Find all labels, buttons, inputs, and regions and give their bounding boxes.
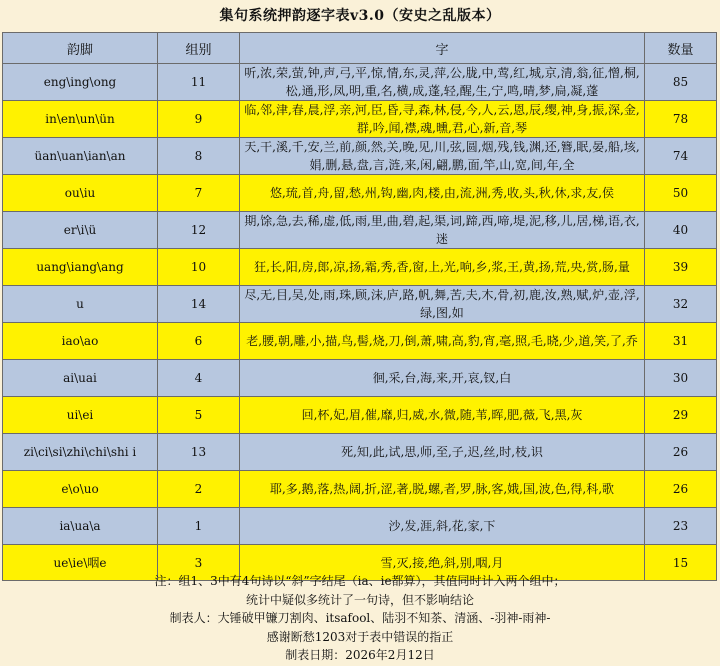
footnotes: [0, 572, 720, 665]
chars-cell: 耶,多,鹅,落,热,阔,折,涩,著,脱,螺,者,罗,脉,客,娥,国,波,色,得,科,歌: [240, 471, 645, 508]
rhyme-cell: iao\ao: [3, 323, 158, 360]
count-cell: 74: [645, 138, 717, 175]
count-cell: 50: [645, 175, 717, 212]
header-chars: 字: [240, 33, 645, 64]
group-cell: 8: [158, 138, 240, 175]
credits-line: 制表人：大锤破甲镰刀割肉、itsafool、陆羽不知茶、清涵、-羽神-雨神-: [169, 611, 551, 625]
table-row: [3, 508, 717, 545]
rhyme-cell: in\en\un\ün: [3, 101, 158, 138]
count-cell: 39: [645, 249, 717, 286]
chars-cell: 沙,发,涯,斜,花,家,下: [240, 508, 645, 545]
count-cell: 30: [645, 360, 717, 397]
table-row: [3, 323, 717, 360]
rhyme-cell: ia\ua\a: [3, 508, 158, 545]
rhyme-cell: ue\ie\咽e: [3, 545, 158, 581]
group-cell: 13: [158, 434, 240, 471]
count-cell: 78: [645, 101, 717, 138]
header-row: [3, 33, 717, 64]
table-row: [3, 434, 717, 471]
group-cell: 6: [158, 323, 240, 360]
rhyme-cell: eng\ing\ong: [3, 64, 158, 101]
thanks-line: 感谢断愁1203对于表中错误的指正: [266, 629, 454, 644]
chars-cell: 回,杯,妃,眉,催,靡,归,威,水,微,随,苇,晖,肥,薇,飞,黑,灰: [240, 397, 645, 434]
date-line: 制表日期：2026年2月12日: [285, 648, 435, 662]
group-cell: 10: [158, 249, 240, 286]
count-cell: 31: [645, 323, 717, 360]
group-cell: 2: [158, 471, 240, 508]
chars-cell: 临,邻,津,春,晨,浮,亲,河,臣,昏,寻,森,林,侵,今,人,云,恩,辰,缨,神,身,振,深,金,群,吟,闻,襟,魂,曛,君,心,新,音,琴: [240, 101, 645, 138]
chars-cell: 老,腰,朝,雕,小,描,鸟,髻,烧,刀,倒,萧,啸,高,豹,宵,毫,照,毛,晓,少,道,笑,了,乔: [240, 323, 645, 360]
table-row: [3, 397, 717, 434]
note-line: 统计中疑似多统计了一句诗，但不影响结论: [245, 592, 474, 607]
group-cell: 9: [158, 101, 240, 138]
table-row: [3, 249, 717, 286]
group-cell: 11: [158, 64, 240, 101]
table-row: [3, 212, 717, 249]
rhyme-cell: uang\iang\ang: [3, 249, 158, 286]
table-row: [3, 138, 717, 175]
rhyme-cell: ai\uai: [3, 360, 158, 397]
group-cell: 1: [158, 508, 240, 545]
count-cell: 23: [645, 508, 717, 545]
table-row: [3, 175, 717, 212]
count-cell: 26: [645, 471, 717, 508]
header-count: 数量: [645, 33, 717, 64]
table-title: 集句系统押韵逐字表v3.0（安史之乱版本）: [219, 8, 501, 24]
rhyme-cell: üan\uan\ian\an: [3, 138, 158, 175]
chars-cell: 尽,无,目,吴,处,雨,珠,顾,沫,庐,路,帆,舞,苦,夫,木,骨,初,鹿,汝,熟,赋,炉,壶,浮,绿,图,如: [240, 286, 645, 323]
chars-cell: 悠,琉,首,舟,留,愁,州,钩,幽,肉,楼,由,流,洲,秀,收,头,秋,休,求,友,侯: [240, 175, 645, 212]
rhyme-cell: zi\ci\si\zhi\chi\shi i: [3, 434, 158, 471]
group-cell: 7: [158, 175, 240, 212]
table-row: [3, 360, 717, 397]
chars-cell: 雪,灭,接,绝,斜,别,咽,月: [240, 545, 645, 581]
count-cell: 85: [645, 64, 717, 101]
chars-cell: 徊,采,台,海,来,开,哀,钗,白: [240, 360, 645, 397]
chars-cell: 死,知,此,试,思,师,至,子,迟,丝,时,枝,识: [240, 434, 645, 471]
table-row: [3, 471, 717, 508]
table-row: [3, 64, 717, 101]
table-row: [3, 286, 717, 323]
group-cell: 3: [158, 545, 240, 581]
table-row: [3, 101, 717, 138]
rhyme-cell: er\i\ü: [3, 212, 158, 249]
rhyme-cell: u: [3, 286, 158, 323]
count-cell: 29: [645, 397, 717, 434]
count-cell: 26: [645, 434, 717, 471]
group-cell: 5: [158, 397, 240, 434]
rhyme-cell: ou\iu: [3, 175, 158, 212]
rhyme-cell: e\o\uo: [3, 471, 158, 508]
group-cell: 4: [158, 360, 240, 397]
chars-cell: 期,馀,急,去,稀,虚,低,雨,里,曲,碧,起,渠,词,蹄,西,啼,堤,泥,移,儿,居,梯,语,衣,迷: [240, 212, 645, 249]
count-cell: 15: [645, 545, 717, 581]
count-cell: 40: [645, 212, 717, 249]
rhyme-cell: ui\ei: [3, 397, 158, 434]
chars-cell: 天,干,溪,千,安,兰,前,颜,然,关,晚,见,川,弦,圆,烟,残,钱,渊,还,簪,眠,晏,船,垓,娟,删,悬,盘,言,涟,来,闲,翩,鹏,面,竿,山,宽,间,年,全: [240, 138, 645, 175]
chars-cell: 听,浓,荣,萤,钟,声,弓,平,惊,情,东,灵,萍,公,胧,中,莺,红,城,京,清,翁,征,憎,桐,松,通,形,凤,明,重,名,横,成,蓬,轻,醒,生,宁,鸣,晴,梦,扃,凝,蓬: [240, 64, 645, 101]
group-cell: 14: [158, 286, 240, 323]
rhyme-table: [2, 32, 717, 581]
chars-cell: 狂,长,阳,房,郎,凉,扬,霜,秀,香,窗,上,光,响,乡,浆,王,黄,扬,荒,央,赏,肠,量: [240, 249, 645, 286]
count-cell: 32: [645, 286, 717, 323]
group-cell: 12: [158, 212, 240, 249]
header-group: 组别: [158, 33, 240, 64]
note-line: 注：组1、3中有4句诗以“斜”字结尾（ia、ie都算），其值同时计入两个组中；: [154, 574, 566, 588]
header-rhyme: 韵脚: [3, 33, 158, 64]
